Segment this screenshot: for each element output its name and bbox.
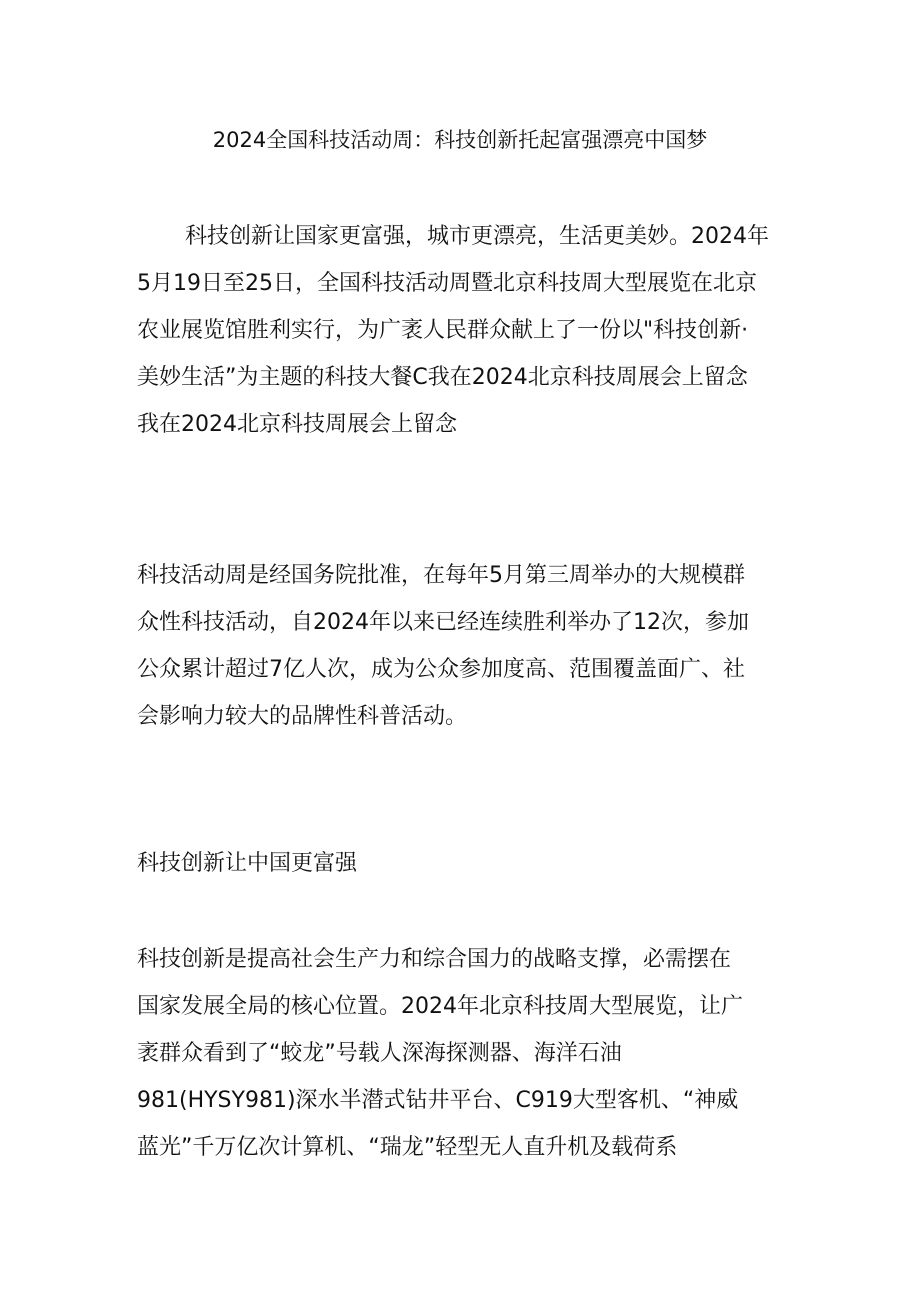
paragraph-line: 国家发展全局的核心位置。2024年北京科技周大型展览，让广 <box>137 994 743 1019</box>
paragraph-line: 科技创新是提高社会生产力和综合国力的战略支撑，必需摆在 <box>137 947 732 972</box>
paragraph-innovation <box>137 936 797 1171</box>
paragraph-line: 众性科技活动，自2024年以来已经连续胜利举办了12次，参加 <box>137 610 749 635</box>
paragraph-line: 5月19日至25日，全国科技活动周暨北京科技周大型展览在北京 <box>137 271 757 296</box>
section-heading-text: 科技创新让中国更富强 <box>137 851 358 876</box>
paragraph-line: 公众累计超过7亿人次，成为公众参加度高、范围覆盖面广、社 <box>137 657 745 682</box>
paragraph-line: 科技活动周是经国务院批准，在每年5月第三周举办的大规模群 <box>137 563 745 588</box>
document-title: 2024全国科技活动周：科技创新托起富强漂亮中国梦 <box>212 128 708 152</box>
paragraph-line: 981(HYSY981)深水半潜式钻井平台、C919大型客机、“神威 <box>137 1088 739 1113</box>
paragraph-line: 美妙生活”为主题的科技大餐C我在2024北京科技周展会上留念 <box>137 365 748 390</box>
paragraph-line: 袤群众看到了“蛟龙”号载人深海探测器、海洋石油 <box>137 1041 622 1066</box>
paragraph-line: 会影响力较大的品牌性科普活动。 <box>137 704 468 729</box>
paragraph-line: 我在2024北京科技周展会上留念 <box>137 412 457 437</box>
section-heading <box>137 840 797 887</box>
paragraph-line: 蓝光”千万亿次计算机、“瑞龙”轻型无人直升机及载荷系 <box>137 1135 678 1160</box>
paragraph-intro <box>137 213 797 448</box>
paragraph-line: 科技创新让国家更富强，城市更漂亮，生活更美妙。2024年 <box>185 224 769 249</box>
paragraph-line: 农业展览馆胜利实行，为广袤人民群众献上了一份以"科技创新· <box>137 318 749 343</box>
paragraph-activity-week <box>137 552 797 740</box>
